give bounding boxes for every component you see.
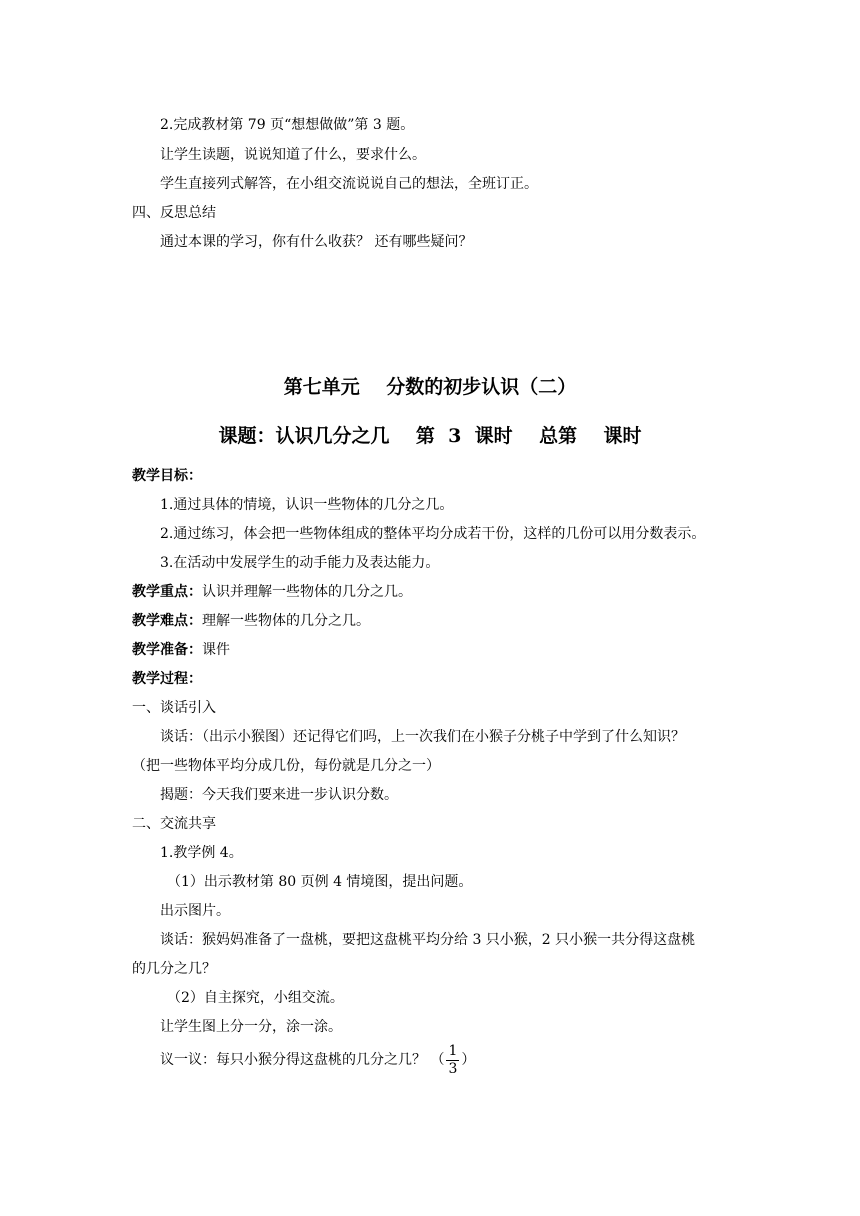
example-item: 1.教学例 4。 (160, 845, 243, 861)
section-heading: 一、谈话引入 (132, 700, 216, 716)
difficulty (132, 611, 370, 631)
difficulty-text: 理解一些物体的几分之几。 (202, 613, 370, 629)
paragraph: 出示图片。 (160, 903, 230, 919)
paragraph: 让学生读题，说说知道了什么，要求什么。 (160, 147, 426, 163)
key-point (132, 582, 412, 602)
paragraph-continuation: （把一些物体平均分成几份，每份就是几分之一） (132, 758, 440, 774)
unit-title: 第七单元 分数的初步认识（二） (283, 376, 577, 398)
section-heading: 二、交流共享 (132, 816, 216, 832)
key-point-label: 教学重点： (132, 584, 202, 600)
discussion-close: ） (461, 1052, 476, 1068)
preparation (132, 640, 230, 660)
process-label: 教学过程： (132, 671, 202, 687)
sub-step: （1）出示教材第 80 页例 4 情境图，提出问题。 (167, 874, 473, 890)
preparation-label: 教学准备： (132, 642, 202, 658)
paragraph: 谈话：（出示小猴图）还记得它们吗，上一次我们在小猴子分桃子中学到了什么知识？ (160, 729, 685, 745)
paragraph-continuation: 的几分之几？ (132, 961, 216, 977)
key-point-text: 认识并理解一些物体的几分之几。 (202, 584, 412, 600)
preparation-text: 课件 (202, 642, 230, 658)
objective-item: 1.通过具体的情境，认识一些物体的几分之几。 (160, 497, 454, 513)
difficulty-label: 教学难点： (132, 613, 202, 629)
paragraph: 谈话：猴妈妈准备了一盘桃，要把这盘桃平均分给 3 只小猴，2 只小猴一共分得这盘桃 (160, 932, 696, 948)
paragraph: 揭题：今天我们要来进一步认识分数。 (160, 787, 398, 803)
objectives-label: 教学目标： (132, 468, 202, 484)
paragraph: 通过本课的学习，你有什么收获？ 还有哪些疑问？ (160, 234, 473, 250)
fraction (446, 1043, 459, 1078)
lesson-title: 课题：认识几分之几 第 3 课时 总第 课时 (218, 425, 642, 447)
objective-item: 3.在活动中发展学生的动手能力及表达能力。 (160, 555, 440, 571)
exercise-item-2: 2.完成教材第 79 页“想想做做”第 3 题。 (160, 117, 415, 133)
paragraph: 学生直接列式解答，在小组交流说说自己的想法，全班订正。 (160, 176, 538, 192)
discussion-line (160, 1042, 475, 1078)
fraction-numerator: 1 (448, 1042, 458, 1059)
sub-step: （2）自主探究，小组交流。 (167, 990, 344, 1006)
paragraph: 让学生图上分一分，涂一涂。 (160, 1019, 342, 1035)
section-heading: 四、反思总结 (132, 205, 216, 221)
fraction-denominator: 3 (448, 1060, 458, 1077)
objective-item: 2.通过练习，体会把一些物体组成的整体平均分成若干份，这样的几份可以用分数表示。 (160, 526, 706, 542)
discussion-text: 议一议：每只小猴分得这盘桃的几分之几？ （ (160, 1052, 445, 1068)
